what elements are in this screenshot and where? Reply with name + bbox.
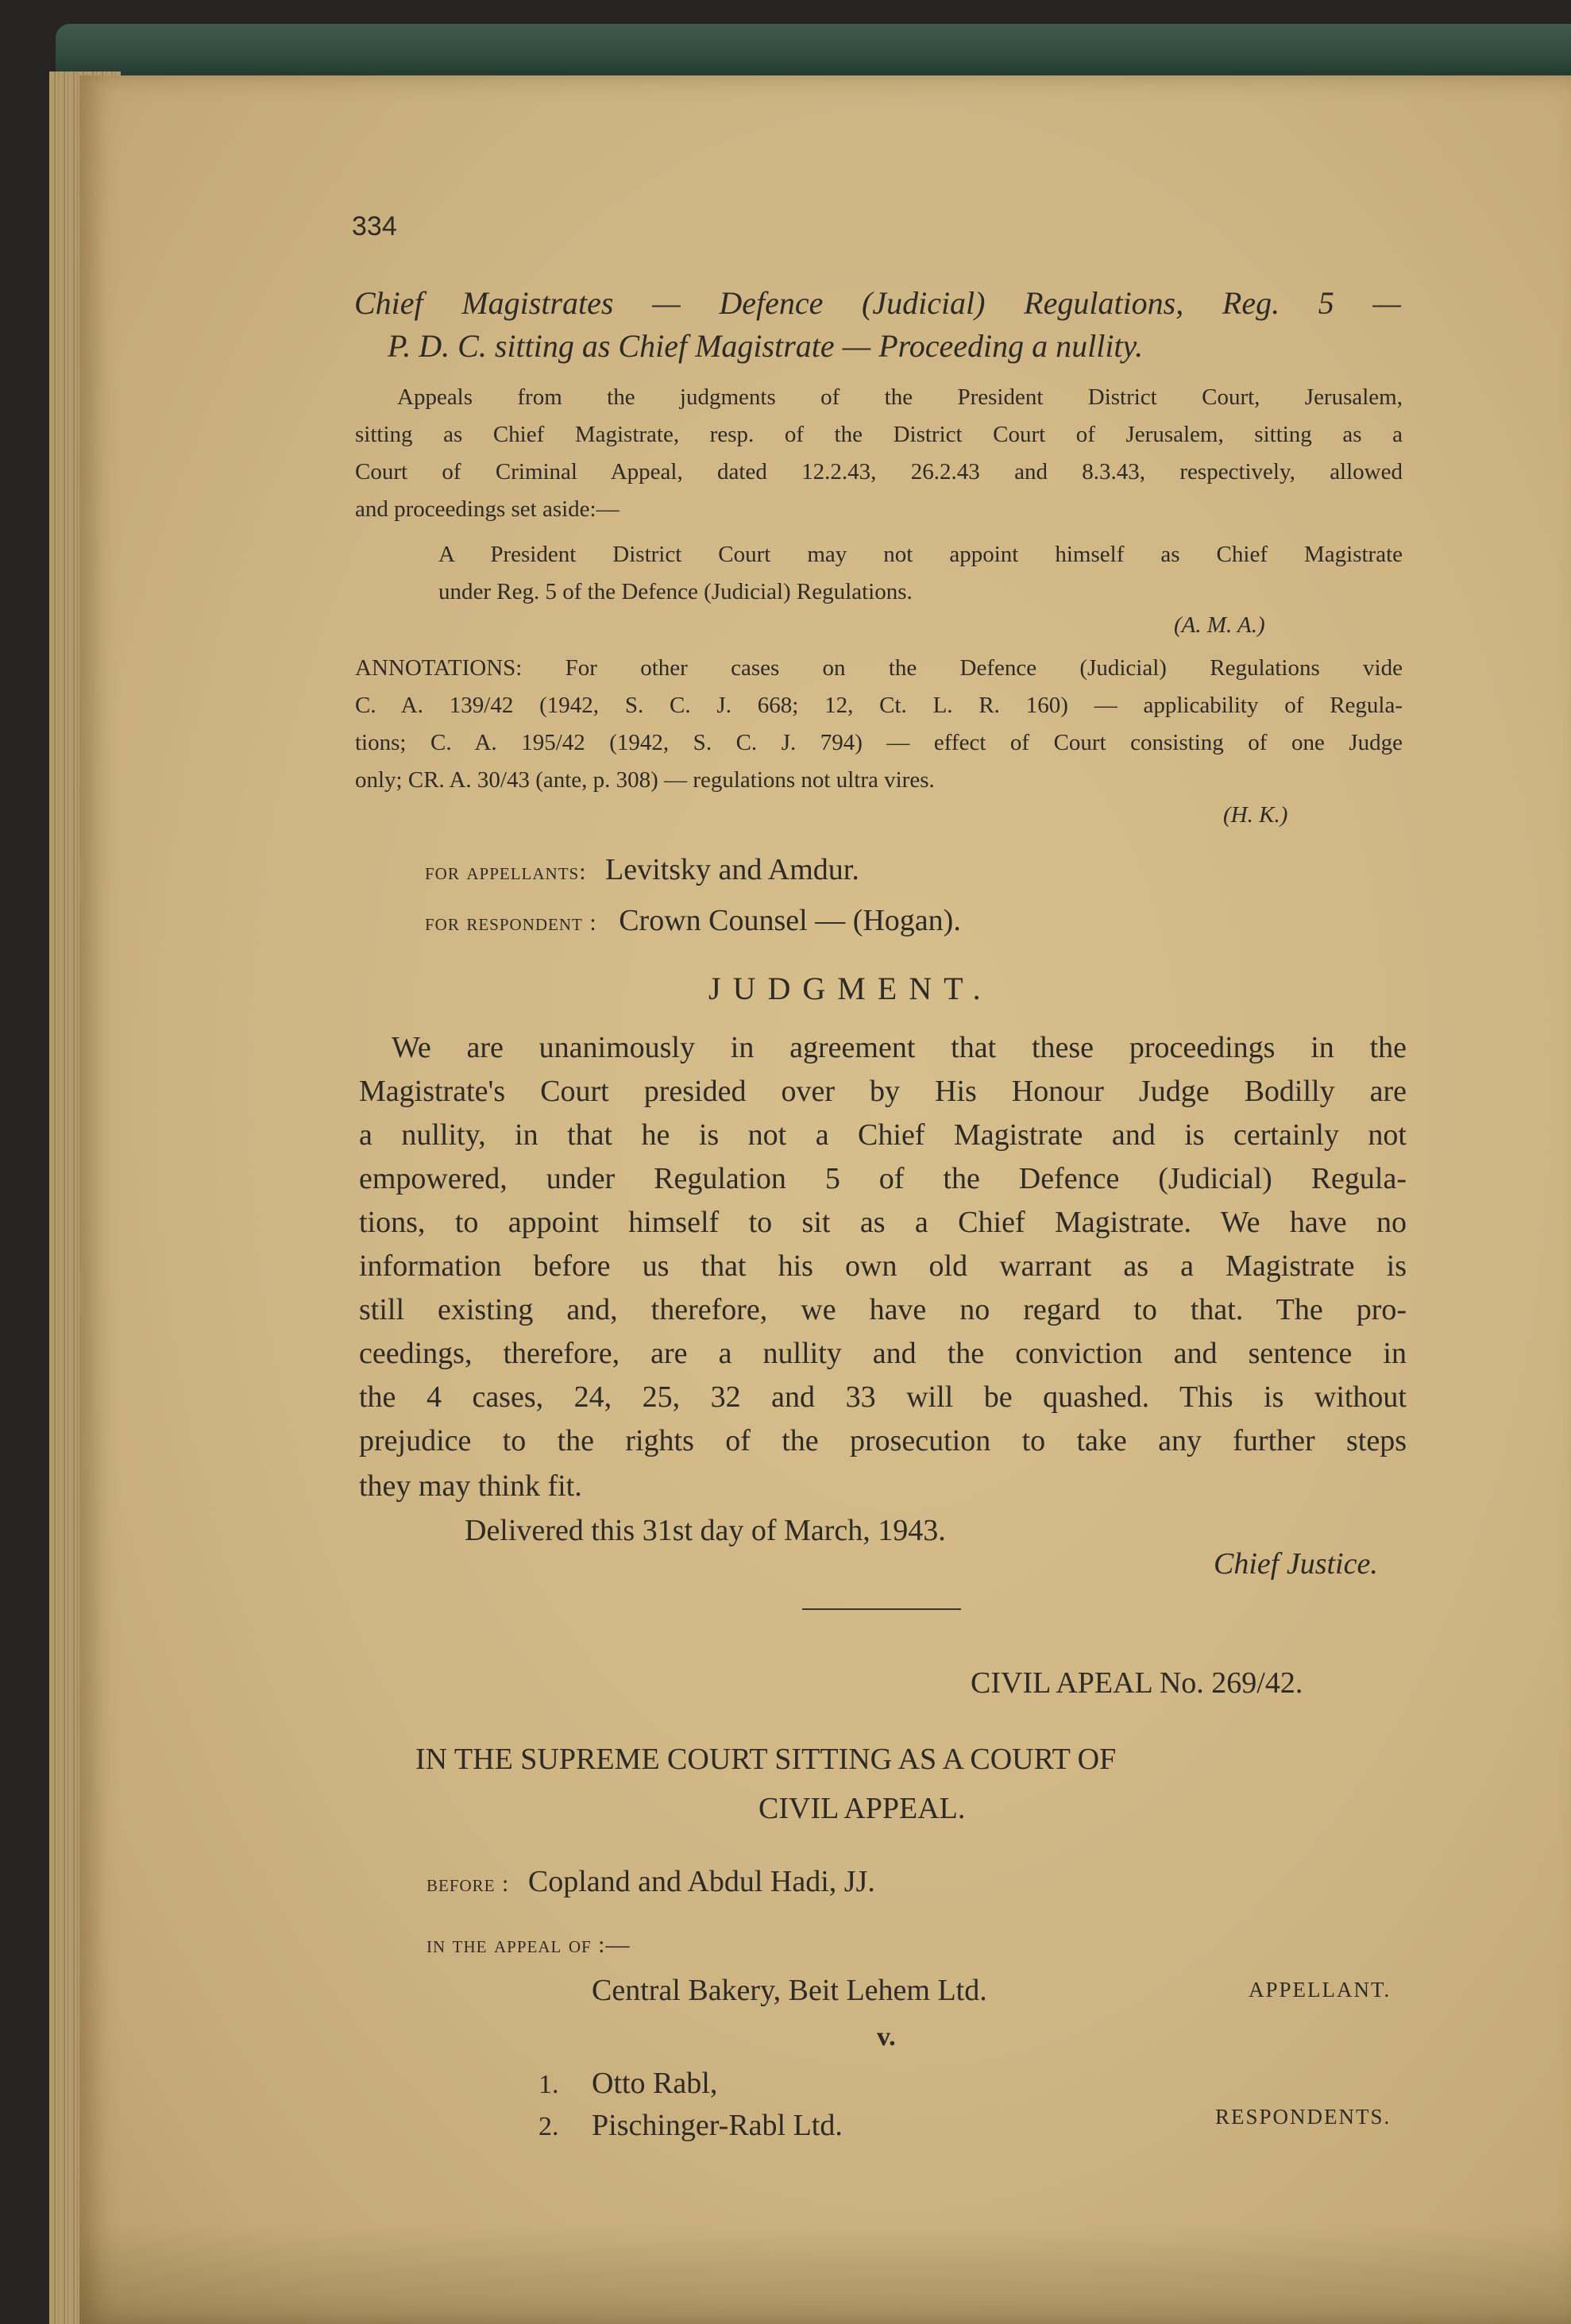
court-heading-line-2: CIVIL APPEAL. [758, 1792, 966, 1825]
judgment-line-5: tions, to appoint himself to sit as a Chief Magistrate. We have no [359, 1206, 1407, 1239]
judgment-line-6: information before us that his own old warrant as a Magistrate is [359, 1249, 1407, 1283]
respondent-1-number: 1. [538, 2070, 559, 2099]
page-number: 334 [352, 211, 397, 241]
holding-line-1: A President District Court may not appoint himself as Chief Magistrate [438, 542, 1403, 567]
summary-line-4: and proceedings set aside:— [355, 496, 620, 522]
holding-initials: (A. M. A.) [1174, 612, 1265, 638]
judgment-line-4: empowered, under Regulation 5 of the Defence (Judicial) Regula- [359, 1162, 1407, 1195]
appeal-of-label: in the appeal of :— [427, 1932, 631, 1958]
judgment-line-11: they may think fit. [359, 1469, 582, 1503]
respondents-role: RESPONDENTS. [1215, 2105, 1392, 2129]
annotations-initials: (H. K.) [1223, 802, 1288, 828]
respondent-2-name: Pischinger-Rabl Ltd. [592, 2109, 843, 2142]
appellant-name: Central Bakery, Beit Lehem Ltd. [592, 1974, 987, 2007]
before-line [427, 1867, 875, 1897]
page-shadow [79, 2224, 1571, 2324]
annotations-line-2: C. A. 139/42 (1942, S. C. J. 668; 12, Ct. L. R. 160) — applicability of Regula- [355, 693, 1403, 718]
summary-line-3: Court of Criminal Appeal, dated 12.2.43, 26.2.43 and 8.3.43, respectively, allowed [355, 459, 1403, 484]
annotations-line-3: tions; C. A. 195/42 (1942, S. C. J. 794) — effect of Court consisting of one Judge [355, 730, 1403, 755]
judgment-line-10: prejudice to the rights of the prosecution to take any further steps [359, 1424, 1407, 1457]
respondent-1-name: Otto Rabl, [592, 2067, 718, 2100]
versus: v. [877, 2022, 896, 2052]
annotations-line-4: only; CR. A. 30/43 (ante, p. 308) — regulations not ultra vires. [355, 767, 935, 793]
judgment-line-1: We are unanimously in agreement that these proceedings in the [392, 1031, 1407, 1064]
judgment-line-8: ceedings, therefore, are a nullity and the conviction and sentence in [359, 1337, 1407, 1370]
headnote-line-2: P. D. C. sitting as Chief Magistrate — Proceeding a nullity. [388, 328, 1144, 364]
before-label: before : [427, 1870, 510, 1897]
section-divider [802, 1608, 961, 1610]
annotations-line-1: ANNOTATIONS: For other cases on the Defence (Judicial) Regulations vide [355, 655, 1403, 681]
respondent-value: Crown Counsel — (Hogan). [619, 904, 961, 937]
appellant-role: APPELLANT. [1249, 1978, 1392, 2002]
summary-line-2: sitting as Chief Magistrate, resp. of the District Court of Jerusalem, sitting as a [355, 422, 1403, 447]
judgment-line-7: still existing and, therefore, we have no regard to that. The pro- [359, 1293, 1407, 1326]
holding-line-2: under Reg. 5 of the Defence (Judicial) Regulations. [438, 579, 913, 604]
civil-appeal-number: CIVIL APEAL No. 269/42. [971, 1666, 1303, 1700]
appellants-label: for appellants: [425, 859, 587, 885]
respondent-2-number: 2. [538, 2112, 559, 2141]
respondent-counsel [425, 905, 961, 936]
court-heading-line-1: IN THE SUPREME COURT SITTING AS A COURT OF [415, 1743, 1117, 1776]
respondent-label: for respondent : [425, 909, 597, 936]
delivered-line: Delivered this 31st day of March, 1943. [465, 1514, 946, 1547]
headnote-line-1: Chief Magistrates — Defence (Judicial) Regulations, Reg. 5 — [354, 285, 1401, 321]
book-cover-edge [56, 24, 1571, 79]
before-judges: Copland and Abdul Hadi, JJ. [527, 1865, 875, 1898]
judgment-title: JUDGMENT. [708, 971, 993, 1006]
signature: Chief Justice. [1214, 1547, 1378, 1581]
judgment-line-9: the 4 cases, 24, 25, 32 and 33 will be quashed. This is without [359, 1380, 1407, 1414]
summary-line-1: Appeals from the judgments of the President District Court, Jerusalem, [397, 384, 1403, 410]
appellants-value: Levitsky and Amdur. [605, 853, 859, 886]
judgment-line-3: a nullity, in that he is not a Chief Magistrate and is certainly not [359, 1118, 1407, 1152]
appellants-counsel [425, 855, 859, 885]
judgment-line-2: Magistrate's Court presided over by His Honour Judge Bodilly are [359, 1075, 1407, 1108]
